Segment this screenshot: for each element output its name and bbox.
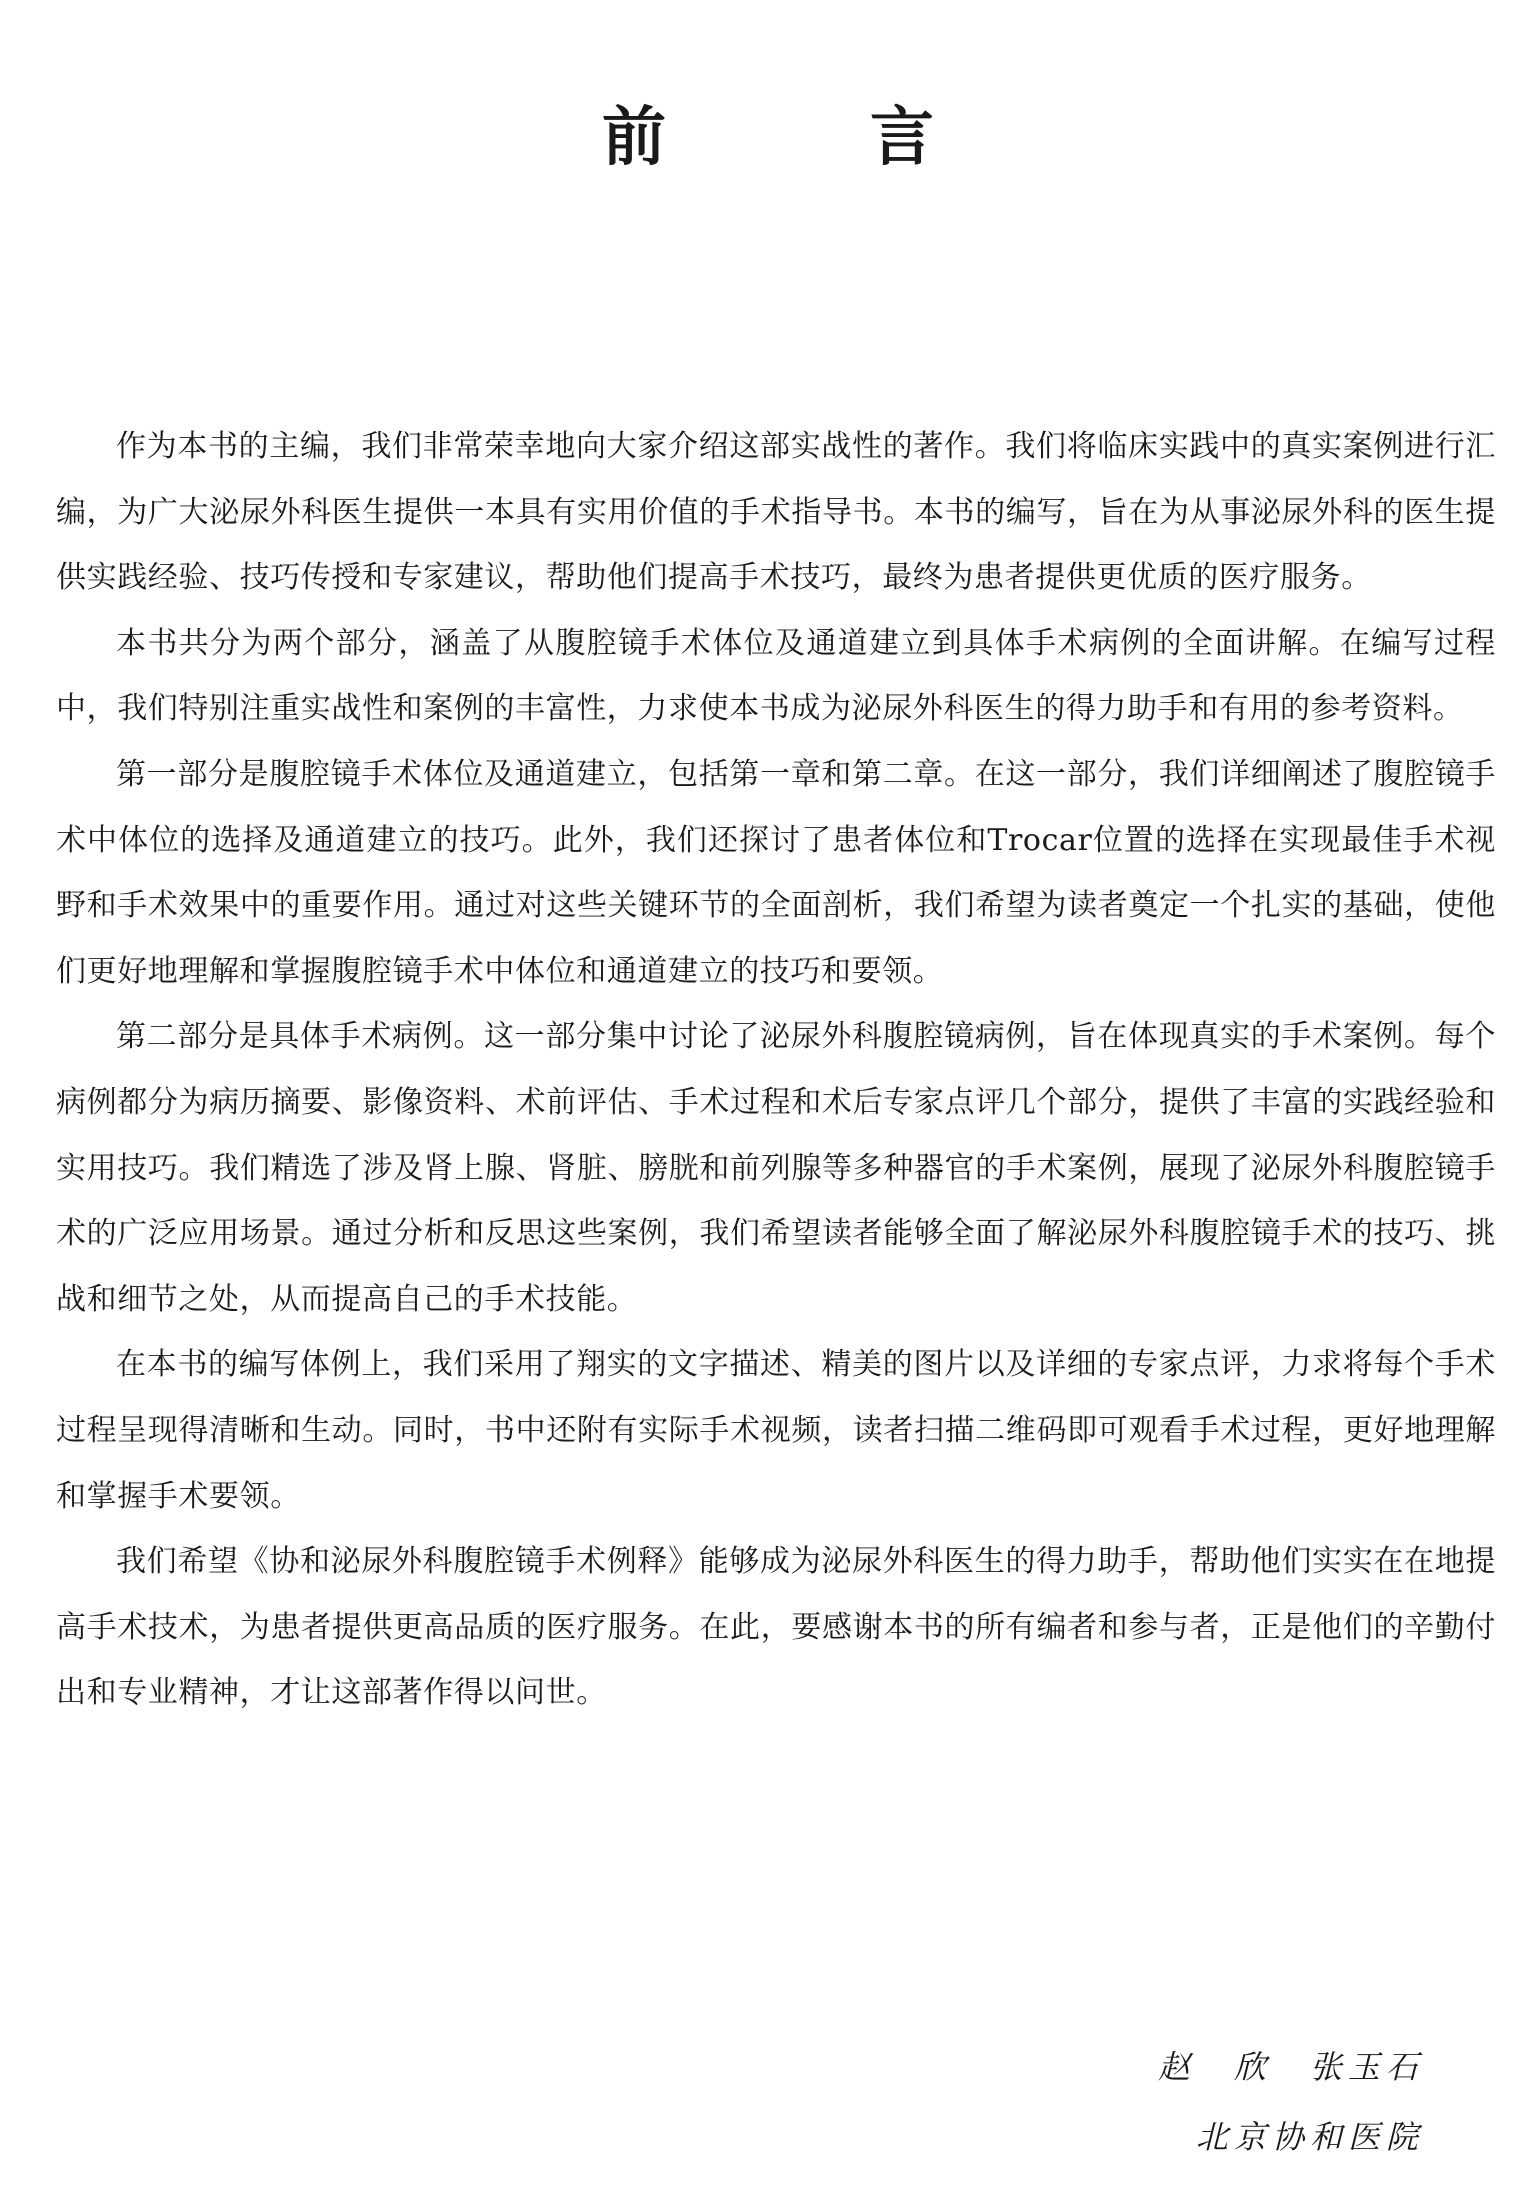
preface-body bbox=[56, 414, 1496, 1726]
paragraph: 第二部分是具体手术病例。这一部分集中讨论了泌尿外科腹腔镜病例，旨在体现真实的手术案例。每个病例都分为病历摘要、影像资料、术前评估、手术过程和术后专家点评几个部分，提供了丰富的实践经验和实用技巧。我们精选了涉及肾上腺、肾脏、膀胱和前列腺等多种器官的手术案例，展现了泌尿外科腹腔镜手术的广泛应用场景。通过分析和反思这些案例，我们希望读者能够全面了解泌尿外科腹腔镜手术的技巧、挑战和细节之处，从而提高自己的手术技能。 bbox=[56, 1019, 1496, 1317]
paragraph: 在本书的编写体例上，我们采用了翔实的文字描述、精美的图片以及详细的专家点评，力求将每个手术过程呈现得清晰和生动。同时，书中还附有实际手术视频，读者扫描二维码即可观看手术过程，更好地理解和掌握手术要领。 bbox=[56, 1347, 1496, 1514]
signature-block bbox=[1158, 2032, 1424, 2172]
paragraph: 本书共分为两个部分，涵盖了从腹腔镜手术体位及通道建立到具体手术病例的全面讲解。在编写过程中，我们特别注重实战性和案例的丰富性，力求使本书成为泌尿外科医生的得力助手和有用的参考资料。 bbox=[56, 625, 1496, 727]
signature-authors: 赵 欣 张玉石 bbox=[1157, 2048, 1424, 2086]
paragraph: 作为本书的主编，我们非常荣幸地向大家介绍这部实战性的著作。我们将临床实践中的真实案例进行汇编，为广大泌尿外科医生提供一本具有实用价值的手术指导书。本书的编写，旨在为从事泌尿外科的医生提供实践经验、技巧传授和专家建议，帮助他们提高手术技巧，最终为患者提供更优质的医疗服务。 bbox=[56, 429, 1496, 596]
signature-institution: 北京协和医院 bbox=[1195, 2118, 1424, 2156]
paragraph: 我们希望《协和泌尿外科腹腔镜手术例释》能够成为泌尿外科医生的得力助手，帮助他们实实在在地提高手术技术，为患者提供更高品质的医疗服务。在此，要感谢本书的所有编者和参与者，正是他们的辛勤付出和专业精神，才让这部著作得以问世。 bbox=[56, 1544, 1496, 1711]
paragraph: 第一部分是腹腔镜手术体位及通道建立，包括第一章和第二章。在这一部分，我们详细阐述了腹腔镜手术中体位的选择及通道建立的技巧。此外，我们还探讨了患者体位和Trocar位置的选择在实现最佳手术视野和手术效果中的重要作用。通过对这些关键环节的全面剖析，我们希望为读者奠定一个扎实的基础，使他们更好地理解和掌握腹腔镜手术中体位和通道建立的技巧和要领。 bbox=[56, 756, 1496, 989]
page-title: 前 言 bbox=[602, 101, 1004, 175]
